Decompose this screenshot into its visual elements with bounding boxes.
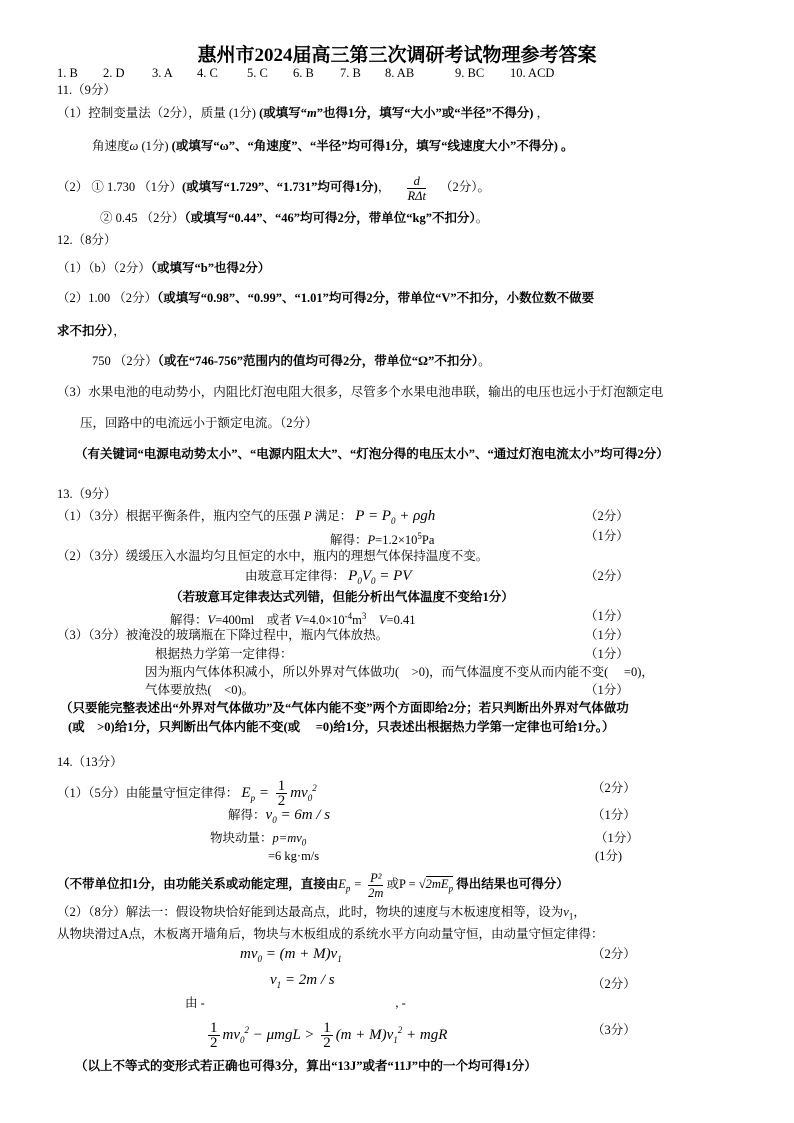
score: （2分） [585,569,629,583]
formula [241,778,317,810]
fraction [276,779,288,808]
denominator: 2 [210,1035,218,1052]
answer-line: 气体要放热( <0)。 [145,683,255,697]
note: （或填写“b”也得2分） [150,261,271,275]
formula [348,568,411,584]
answer: 10. ACD [510,66,555,80]
score: （1分） [585,609,629,623]
denominator: 2 [277,793,286,810]
answer-line [57,172,490,203]
formula-part: 或P = [386,877,419,891]
grading-note: （有关键词“电源电动势太小”、“电源内阻太大”、“灯泡分得的电压太小”、“通过灯泡电流太小”均可得2分） [75,447,669,461]
formula-sub: p [448,883,454,894]
formula-part: = 6m / s [276,807,331,823]
answer-line: =6 kg·m/s [268,849,320,863]
formula [425,876,454,894]
text: ， [533,106,550,120]
text: ， [113,324,126,338]
answer-line [57,290,594,306]
formula-part: v [265,807,273,823]
text: =1.2×10 [375,533,418,548]
question-heading: 12.（8分） [57,233,117,247]
formula-sub: 0 [370,576,376,586]
formula-sup: 2 [244,1025,249,1035]
fraction [407,174,425,203]
formula-sub: p [345,883,351,894]
answer-line [57,904,586,925]
formula-sub: 0 [390,516,396,526]
answer-line: （3）（3分）被淹没的玻璃瓶在下降过程中，瓶内气体放热。 [57,628,389,642]
answer-line [57,323,126,339]
answer-line: 从物块滑过A点，木板离开墙角后，物块与木板组成的系统水平方向动量守恒，由动量守恒定律得： [57,927,604,941]
formula-sub: 0 [357,576,362,586]
formula-part: = 2m / s [281,972,335,988]
answer-line [170,608,415,628]
answer-line [330,528,434,548]
score: （2分） [585,509,629,523]
text: 满足： [311,509,353,523]
answer: 8. AB [385,66,415,80]
formula [270,972,335,993]
text: （1）（5分）由能量守恒定律得： [57,786,239,800]
text: 角速度 [92,139,130,153]
answer-line: 根据热力学第一定律得： [155,647,293,661]
sqrt-sign: √ [418,877,426,891]
sup: 3 [361,611,367,621]
formula [205,1014,447,1056]
text: =4.0×10 [302,613,345,628]
text: （2）（8分）解法一：假设物块恰好能到达最高点，此时，物块的速度与木板速度相等，设为 [57,905,564,919]
numerator: d [407,174,425,189]
page-title: 惠州市2024届高三第三次调研考试物理参考答案 [197,45,597,66]
answer-line: 压，回路中的电流远小于额定电流。（2分） [80,416,318,430]
answer-line [57,260,270,276]
formula-part: p=mv [272,831,302,845]
symbol: V [294,613,303,628]
grading-note: （只要能完整表述出“外界对气体做功”及“气体内能不变”两个方面即给2分；若只判断出外界对气体做功 [60,701,629,715]
grading-note [57,868,569,905]
formula-sub: 0 [301,837,307,848]
text: =400ml 或者 [215,613,295,628]
note: （或填写“0.98”、“0.99”、“1.01”均可得2分，带单位“V”不扣分，小数位数不做要 [157,291,595,305]
formula-part: v [270,972,277,988]
answer: 1. B [57,66,78,80]
formula-part: mv [222,1027,240,1043]
numerator: 1 [323,1020,331,1037]
answer: 2. D [103,66,125,80]
answer: 3. A [152,66,173,80]
answer-line: 因为瓶内气体体积减小，所以外界对气体做功( >0)，而气体温度不变从而内能不变( =0)， [145,665,654,679]
numerator: P² [370,870,382,885]
text: Pa [421,533,435,548]
formula-sup: 2 [397,1025,403,1035]
formula [240,946,342,967]
formula-part: = [350,877,366,891]
formula-sub: p [250,793,256,803]
note: （不带单位扣1分，由功能关系或动能定理，直接由 [57,877,339,891]
question-heading: 14.（13分） [57,755,123,769]
score: （2分） [592,781,636,795]
answer-line [57,508,435,529]
formula-sub: 0 [307,793,313,803]
formula-sub: 0 [240,1035,245,1045]
score: （3分） [592,1023,636,1037]
formula-sup: 2 [312,783,317,793]
score: （2分） [592,977,636,991]
denominator: 2 [323,1035,331,1052]
score: （1分） [585,628,629,642]
text: ， [573,905,586,919]
formula-part: + ρgh [395,508,436,524]
sup: -4 [344,611,353,621]
score: （1分） [595,831,639,845]
symbol: v [563,905,569,919]
text: （2） ① 1.730 （1分） [57,180,183,194]
text: 解得： [170,613,208,628]
note: ”也得1分，填写“大小”或“半径”不得分) [316,106,534,120]
sub: 1 [568,911,574,922]
text: （2）1.00 （2分） [57,291,158,305]
text: ② 0.45 （2分） [100,211,185,225]
note: 求不扣分） [57,324,114,338]
formula-part: P = P [355,508,391,524]
symbol: V [207,613,216,628]
text: 解得： [330,533,368,548]
formula-part: + mgR [402,1027,448,1043]
text: 由玻意耳定律得： [245,569,346,583]
answer-line [100,210,488,226]
text [366,613,379,627]
formula-part: 2mE [425,877,449,891]
formula-sub: 1 [393,1035,398,1045]
fraction [368,871,383,900]
note: (或填写“ [259,106,307,120]
score: （1分） [585,647,629,661]
formula-part: − μmgL > [249,1027,319,1043]
formula-sub: 0 [272,815,277,825]
denominator: 2m [368,885,384,900]
text: 。 [475,211,489,225]
fraction [321,1021,333,1050]
answer: 5. C [247,66,268,80]
answer: 6. B [293,66,314,80]
note: m [307,106,317,120]
answer-line: 由 - , - [185,996,406,1010]
formula-part: V [361,568,371,584]
answer-line: （2）（3分）缓缓压入水温均匀且恒定的水中，瓶内的理想气体保持温度不变。 [57,549,489,563]
text: 物块动量： [210,831,273,845]
score: （2分） [592,947,636,961]
formula-part: = PV [375,568,412,584]
symbol: P [303,509,312,523]
text: 解得： [228,808,266,822]
question-heading: 13.（9分） [57,487,117,501]
answer: 4. C [197,66,218,80]
text: =0.41 [386,613,416,628]
score: (1分) [595,849,623,863]
formula-part: mv [290,785,308,801]
answer-line [92,353,491,369]
note: 。 [557,139,574,153]
question-heading: 11.（9分） [57,83,116,97]
note: （或在“746-756”范围内的值均可得2分，带单位“Ω”不扣分） [157,354,479,368]
formula-part: = [255,785,273,801]
text: m [352,613,362,628]
sup: 5 [417,531,422,541]
formula [355,508,435,524]
text: 750 （2分） [92,354,158,368]
answer-line [57,105,549,121]
text: ， [377,180,391,194]
answer-line [228,807,330,828]
formula [338,870,386,900]
answer: 7. B [340,66,361,80]
grading-note: （若玻意耳定律表达式列错，但能分析出气体温度不变给1分） [170,590,514,604]
formula [266,807,331,823]
note: (或填写“1.729”、“1.731”均可得1分) [182,180,378,194]
text: （1）控制变量法（2分），质量 (1分) [57,106,260,120]
text: （1）（b）（2分） [57,261,151,275]
formula-part: = (m + M)v [262,946,338,962]
denominator: RΔt [407,188,426,203]
formula-part: mv [240,946,258,962]
symbol: V [378,613,387,628]
formula-part: E [338,877,346,891]
answer-line [245,568,411,589]
text: 。 [478,354,491,368]
text: （2分）。 [439,180,490,194]
numerator: 1 [277,778,286,795]
formula-sub: 0 [257,954,262,964]
grading-note: （以上不等式的变形式若正确也可得3分，算出“13J”或者“11J”中的一个均可得1分） [75,1059,537,1073]
formula-part: (m + M)v [335,1027,394,1043]
formula-part: P [348,568,358,584]
score: （1分） [585,529,629,543]
note: 得出结果也可得分） [453,877,569,891]
symbol: P [367,533,376,548]
note: (或填写“ω”、“角速度”、“半径”均可得1分，填写“线速度大小”不得分) [171,139,558,153]
text: (1分) [138,139,172,153]
note: （或填写“0.44”、“46”均可得2分，带单位“kg”不扣分） [184,211,476,225]
text: （1）（3分）根据平衡条件，瓶内空气的压强 [57,509,304,523]
symbol: ω [129,139,139,153]
fraction [208,1021,220,1050]
score: （1分） [592,808,636,822]
numerator: 1 [210,1020,218,1037]
score: （1分） [585,683,629,697]
formula-sub: 1 [276,980,282,990]
answer: 9. BC [455,66,485,80]
grading-note: (或 >0)给1分，只判断出气体内能不变(或 =0)给1分，只表述出根据热力学第一定律也可给1分。） [68,720,615,734]
answer-line [92,138,574,154]
formula-part: E [241,785,251,801]
answer-line: （3）水果电池的电动势小，内阻比灯泡电阻大很多，尽管多个水果电池串联，输出的电压也远小于灯泡额定电 [57,385,664,399]
formula-sub: 1 [337,954,342,964]
